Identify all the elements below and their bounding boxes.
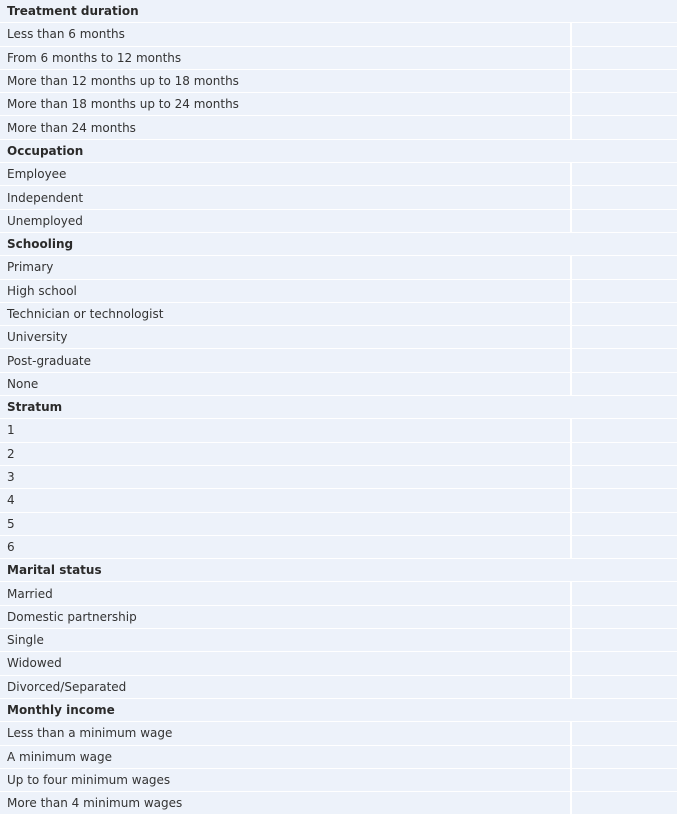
table-row [0, 652, 677, 675]
row-label: 2 [0, 443, 570, 466]
row-value-cell [570, 536, 677, 559]
row-label: Less than 6 months [0, 23, 570, 46]
section-header-row [0, 140, 677, 163]
table-row [0, 536, 677, 559]
row-value-cell [570, 629, 677, 652]
section-header: Schooling [0, 233, 677, 256]
table-row [0, 93, 677, 116]
row-value-cell [570, 23, 677, 46]
row-value-cell [570, 210, 677, 233]
table-row [0, 373, 677, 396]
row-label: A minimum wage [0, 746, 570, 769]
section-header: Monthly income [0, 699, 677, 722]
table-row [0, 47, 677, 70]
section-header: Treatment duration [0, 0, 677, 23]
row-label: University [0, 326, 570, 349]
row-label: From 6 months to 12 months [0, 47, 570, 70]
section-header-row [0, 699, 677, 722]
row-value-cell [570, 47, 677, 70]
table-row [0, 722, 677, 745]
table-row [0, 792, 677, 815]
row-value-cell [570, 722, 677, 745]
row-label: Post-graduate [0, 349, 570, 372]
table-row [0, 349, 677, 372]
table-row [0, 303, 677, 326]
row-value-cell [570, 513, 677, 536]
table-row [0, 466, 677, 489]
row-value-cell [570, 746, 677, 769]
row-value-cell [570, 280, 677, 303]
row-label: Less than a minimum wage [0, 722, 570, 745]
row-label: Independent [0, 186, 570, 209]
section-header-row [0, 233, 677, 256]
row-label: More than 12 months up to 18 months [0, 70, 570, 93]
row-value-cell [570, 349, 677, 372]
row-value-cell [570, 70, 677, 93]
row-value-cell [570, 256, 677, 279]
table-row [0, 582, 677, 605]
row-label: Primary [0, 256, 570, 279]
row-label: More than 24 months [0, 116, 570, 139]
row-value-cell [570, 792, 677, 815]
row-label: 1 [0, 419, 570, 442]
table-row [0, 419, 677, 442]
row-value-cell [570, 93, 677, 116]
table-row [0, 116, 677, 139]
row-label: Technician or technologist [0, 303, 570, 326]
table-row [0, 606, 677, 629]
table-row [0, 70, 677, 93]
row-label: Divorced/Separated [0, 676, 570, 699]
row-value-cell [570, 163, 677, 186]
row-value-cell [570, 466, 677, 489]
row-label: High school [0, 280, 570, 303]
row-label: 4 [0, 489, 570, 512]
table-row [0, 280, 677, 303]
table-row [0, 489, 677, 512]
row-label: Up to four minimum wages [0, 769, 570, 792]
table-row [0, 513, 677, 536]
table-row [0, 629, 677, 652]
row-value-cell [570, 419, 677, 442]
row-label: None [0, 373, 570, 396]
row-value-cell [570, 652, 677, 675]
row-label: Unemployed [0, 210, 570, 233]
row-value-cell [570, 606, 677, 629]
table-row [0, 23, 677, 46]
table-row [0, 443, 677, 466]
section-header-row [0, 559, 677, 582]
row-label: More than 4 minimum wages [0, 792, 570, 815]
row-label: Employee [0, 163, 570, 186]
table-row [0, 676, 677, 699]
row-value-cell [570, 676, 677, 699]
row-label: 5 [0, 513, 570, 536]
table-row [0, 746, 677, 769]
row-label: 6 [0, 536, 570, 559]
table-row [0, 326, 677, 349]
row-value-cell [570, 326, 677, 349]
table-row [0, 210, 677, 233]
row-label: More than 18 months up to 24 months [0, 93, 570, 116]
section-header: Marital status [0, 559, 677, 582]
table-row [0, 186, 677, 209]
table-row [0, 163, 677, 186]
section-header: Occupation [0, 140, 677, 163]
row-value-cell [570, 303, 677, 326]
row-value-cell [570, 186, 677, 209]
row-value-cell [570, 443, 677, 466]
row-value-cell [570, 116, 677, 139]
section-header-row [0, 396, 677, 419]
section-header-row [0, 0, 677, 23]
section-header: Stratum [0, 396, 677, 419]
row-label: 3 [0, 466, 570, 489]
row-label: Widowed [0, 652, 570, 675]
row-value-cell [570, 582, 677, 605]
row-value-cell [570, 373, 677, 396]
row-label: Domestic partnership [0, 606, 570, 629]
row-value-cell [570, 489, 677, 512]
row-value-cell [570, 769, 677, 792]
row-label: Single [0, 629, 570, 652]
table-row [0, 769, 677, 792]
row-label: Married [0, 582, 570, 605]
table-row [0, 256, 677, 279]
